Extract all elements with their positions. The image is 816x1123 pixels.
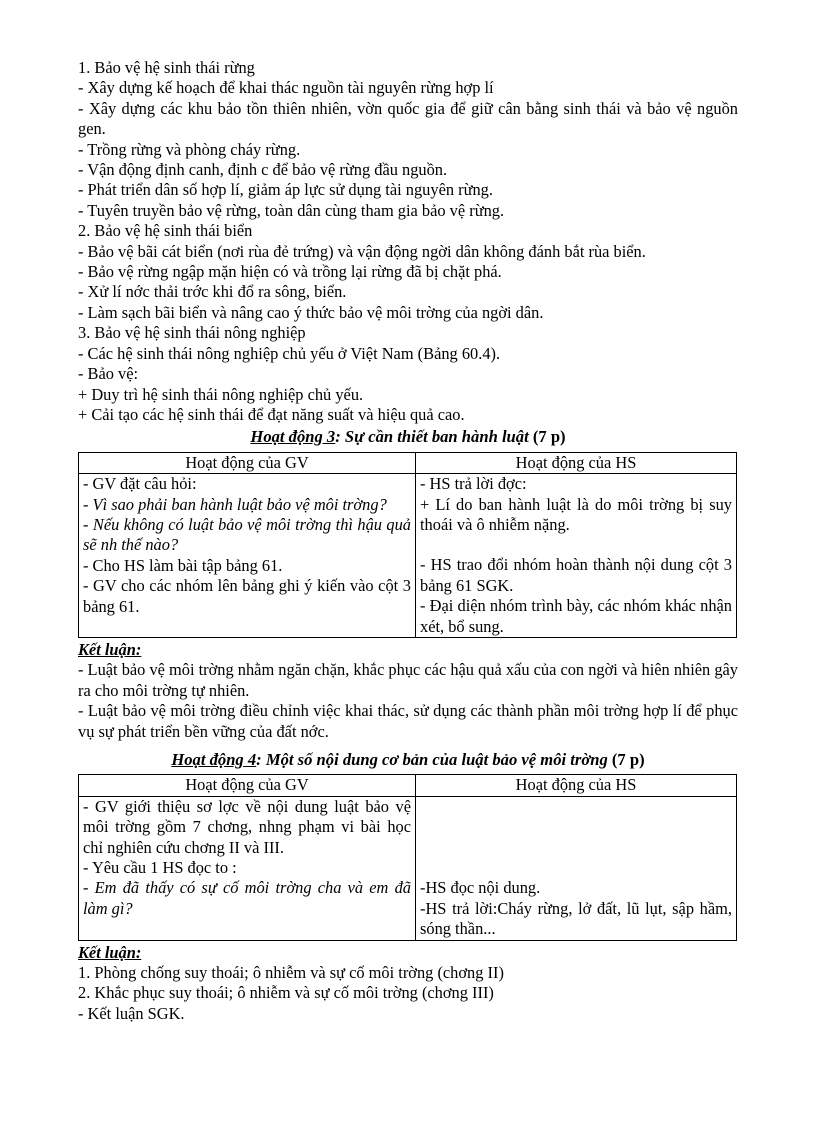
conclusion-text: 1. Phòng chống suy thoái; ô nhiễm và sự cố môi trờng (chơng II) xyxy=(78,963,504,983)
text-line: - Bảo vệ rừng ngập mặn hiện có và trồng lại rừng đã bị chặt phá. xyxy=(78,262,502,282)
text-line: 1. Bảo vệ hệ sinh thái rừng xyxy=(78,58,255,77)
activity3-title: : Sự cần thiết ban hành luật xyxy=(335,427,529,447)
activity4-label: Hoạt động 4 xyxy=(171,750,257,769)
activity3-heading xyxy=(78,427,738,447)
conclusion-text: - Luật bảo vệ môi trờng nhằm ngăn chặn, khắc phục các hậu quả xấu của con ngời và hiên nhiên gây ra cho môi trờng tự nhiên. xyxy=(78,660,738,700)
hs-text: - Đại diện nhóm trình bày, các nhóm khác nhận xét, bổ sung. xyxy=(420,596,732,636)
text-line: - Phát triển dân số hợp lí, giảm áp lực sử dụng tài nguyên rừng. xyxy=(78,180,493,200)
hs-text: -HS đọc nội dung. xyxy=(420,878,541,898)
gv-text: - Cho HS làm bài tập bảng 61. xyxy=(83,555,283,575)
text-line: 3. Bảo vệ hệ sinh thái nông nghiệp xyxy=(78,323,306,343)
hs-cell xyxy=(416,796,737,940)
text-line: - Các hệ sinh thái nông nghiệp chủ yếu ở Việt Nam (Bảng 60.4). xyxy=(78,343,501,363)
gv-text: - GV giới thiệu sơ lợc về nội dung luật bảo vệ môi trờng gồm 7 chơng, nhng phạm vi bài học chỉ nghiên cứu chơng II và III. xyxy=(83,796,411,857)
activity3-label: Hoạt động 3 xyxy=(250,427,336,447)
hs-text: - HS trao đổi nhóm hoàn thành nội dung cột 3 bảng 61 SGK. xyxy=(420,555,732,595)
gv-text: - GV đặt câu hỏi: xyxy=(83,474,197,494)
gv-text: - GV cho các nhóm lên bảng ghi ý kiến vào cột 3 bảng 61. xyxy=(83,576,411,616)
col-header-gv: Hoạt động của GV xyxy=(79,775,416,796)
hs-text: - HS trả lời đợc: xyxy=(420,474,527,494)
text-line: - Xử lí nớc thải trớc khi đổ ra sông, biển. xyxy=(78,282,347,302)
text-line: - Bảo vệ: xyxy=(78,364,139,384)
activity4-heading xyxy=(78,750,738,770)
gv-text: - Yêu cầu 1 HS đọc to : xyxy=(83,858,237,878)
gv-cell xyxy=(79,796,416,940)
table-row xyxy=(79,474,737,638)
text-line: 2. Bảo vệ hệ sinh thái biển xyxy=(78,221,253,241)
conclusion-label: Kết luận: xyxy=(78,942,142,962)
activity4-time: (7 p) xyxy=(611,750,645,769)
activity3-time: (7 p) xyxy=(532,427,566,447)
conclusion-text: - Luật bảo vệ môi trờng điều chỉnh việc khai thác, sử dụng các thành phần môi trờng hợp lí để phục vụ sự phát triển bền vững của đất nớc. xyxy=(78,701,738,741)
text-line: - Bảo vệ bãi cát biển (nơi rùa đẻ trứng) và vận động ngời dân không đánh bắt rùa biển. xyxy=(78,241,646,261)
activity4-title: : Một số nội dung cơ bản của luật bảo vệ môi trờng xyxy=(256,750,608,769)
hs-text: + Lí do ban hành luật là do môi trờng bị suy thoái và ô nhiễm nặng. xyxy=(420,494,732,534)
text-line: - Tuyên truyền bảo vệ rừng, toàn dân cùng tham gia bảo vệ rừng. xyxy=(78,200,505,220)
gv-question: - Nếu không có luật bảo vệ môi trờng thì hậu quả sẽ nh thế nào? xyxy=(83,514,411,555)
table-header-row xyxy=(79,775,737,796)
text-line: - Vận động định canh, định c để bảo vệ rừng đầu nguồn. xyxy=(78,160,448,180)
section-forest xyxy=(78,58,738,425)
table-header-row xyxy=(79,452,737,473)
col-header-gv: Hoạt động của GV xyxy=(79,452,416,473)
text-line: + Cải tạo các hệ sinh thái để đạt năng suất và hiệu quả cao. xyxy=(78,404,465,424)
hs-text: -HS trả lời:Cháy rừng, lở đất, lũ lụt, sập hầm, sóng thần... xyxy=(420,898,732,939)
col-header-hs: Hoạt động của HS xyxy=(416,775,737,796)
activity4-table xyxy=(78,774,737,940)
text-line: - Trồng rừng và phòng cháy rừng. xyxy=(78,139,301,159)
conclusion-text: 2. Khắc phục suy thoái; ô nhiễm và sự cố môi trờng (chơng III) xyxy=(78,983,494,1003)
gv-question: - Em đã thấy có sự cố môi trờng cha và em đã làm gì? xyxy=(83,878,411,918)
text-line: - Xây dựng kế hoạch để khai thác nguồn tài nguyên rừng hợp lí xyxy=(78,78,494,98)
table-row xyxy=(79,796,737,940)
activity3-table xyxy=(78,452,737,638)
conclusion-text: - Kết luận SGK. xyxy=(78,1003,185,1023)
conclusion-label: Kết luận: xyxy=(78,639,142,659)
gv-question: - Vì sao phải ban hành luật bảo vệ môi trờng? xyxy=(83,494,387,514)
text-line: - Xây dựng các khu bảo tồn thiên nhiên, vờn quốc gia để giữ cân bằng sinh thái và bảo vệ nguồn gen. xyxy=(78,98,738,139)
text-line: + Duy trì hệ sinh thái nông nghiệp chủ yếu. xyxy=(78,384,364,404)
text-line: - Làm sạch bãi biển và nâng cao ý thức bảo vệ môi trờng của ngời dân. xyxy=(78,302,544,322)
hs-cell xyxy=(416,474,737,638)
document-page xyxy=(78,58,738,1024)
col-header-hs: Hoạt động của HS xyxy=(416,452,737,473)
gv-cell xyxy=(79,474,416,638)
